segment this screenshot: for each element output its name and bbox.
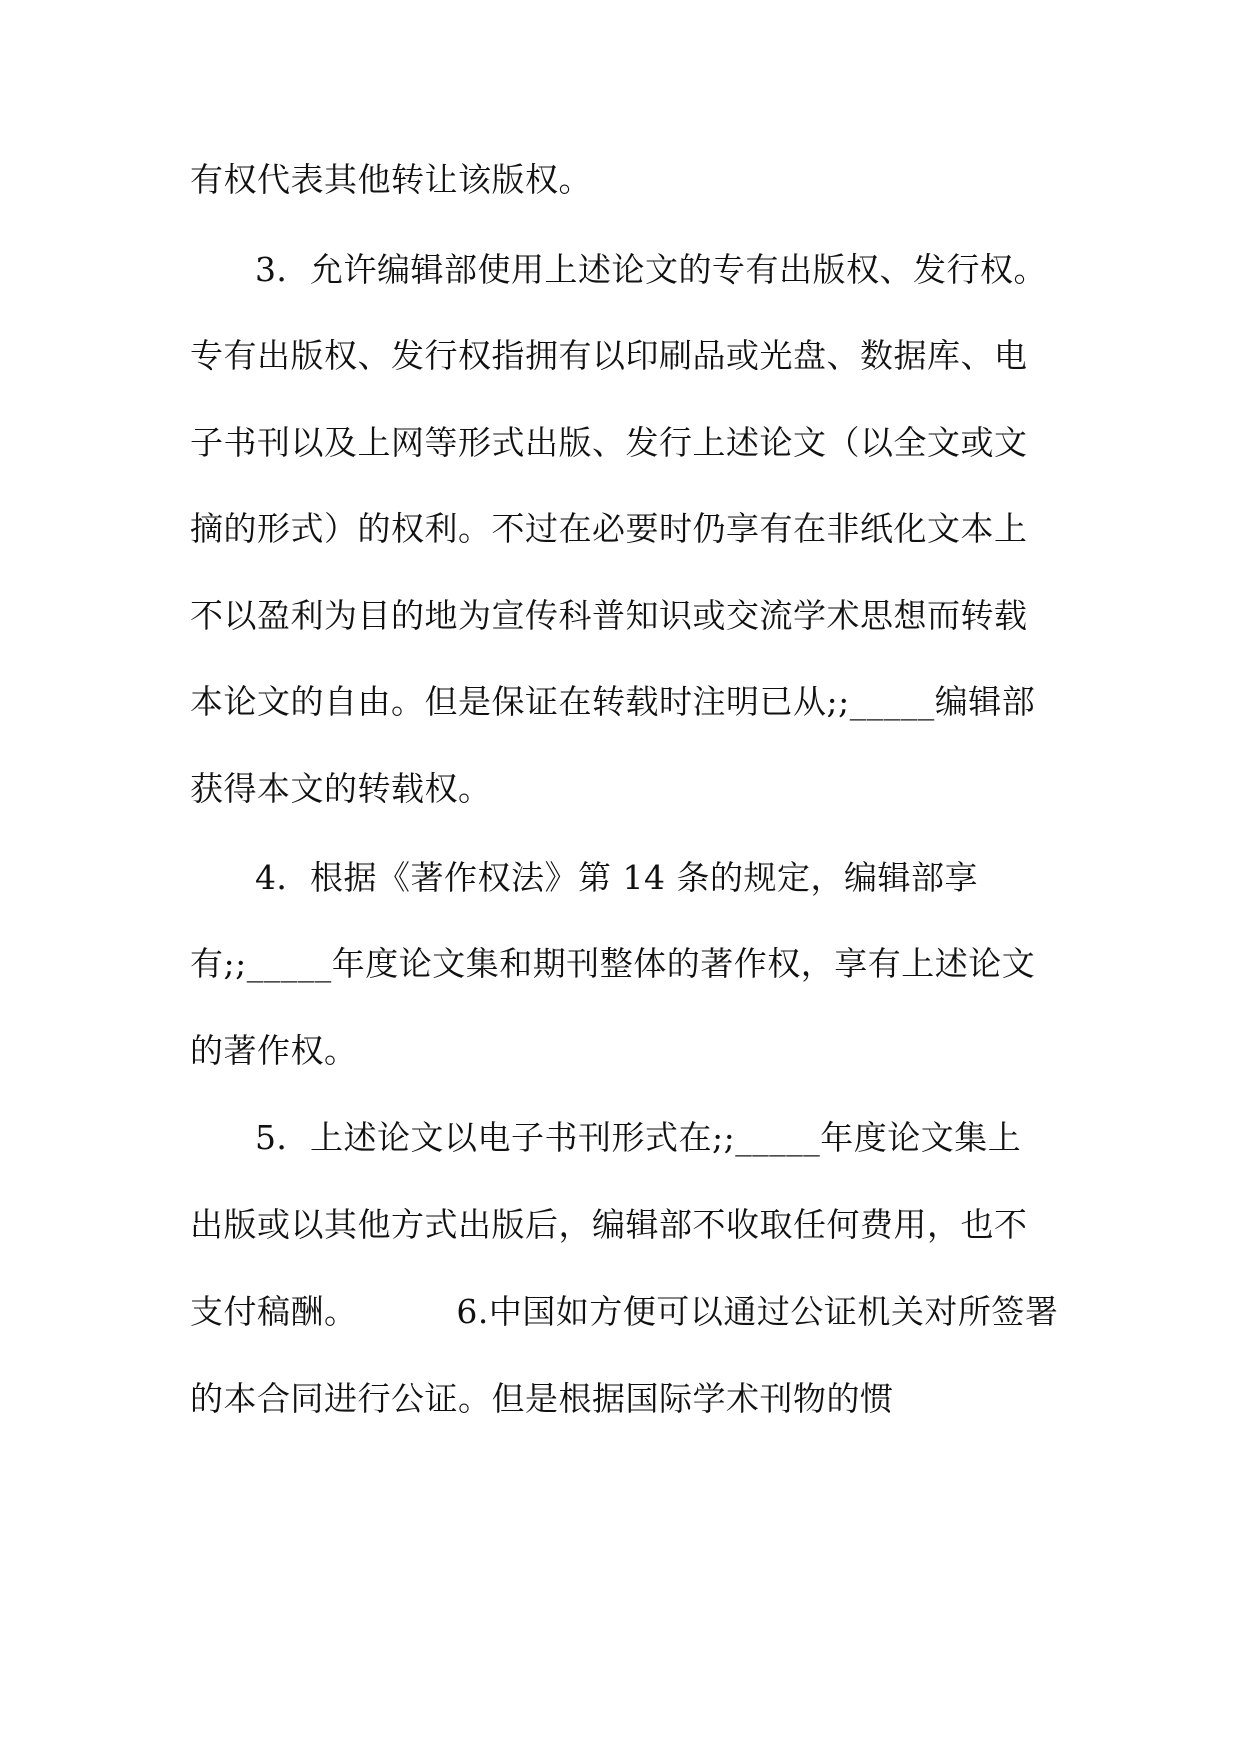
text-line: 有权代表其他转让该版权。	[190, 160, 592, 199]
text-line: 子书刊以及上网等形式出版、发行上述论文（以全文或文	[190, 423, 1028, 462]
text-line: 本论文的自由。但是保证在转载时注明已从;;_____编辑部	[190, 682, 1036, 721]
text-line: 的本合同进行公证。但是根据国际学术刊物的惯	[190, 1379, 894, 1418]
clause-3-line: 3．允许编辑部使用上述论文的专有出版权、发行权。	[255, 250, 1047, 289]
text-line: 获得本文的转载权。	[190, 769, 492, 808]
clause-4-line: 4．根据《著作权法》第 14 条的规定，编辑部享	[255, 858, 978, 897]
text-line: 专有出版权、发行权指拥有以印刷品或光盘、数据库、电	[190, 336, 1028, 375]
text-line: 摘的形式）的权利。不过在必要时仍享有在非纸化文本上	[190, 509, 1028, 548]
text-line: 有;;_____年度论文集和期刊整体的著作权，享有上述论文	[190, 944, 1036, 983]
text-line: 不以盈利为目的地为宣传科普知识或交流学术思想而转载	[190, 596, 1028, 635]
text-line: 出版或以其他方式出版后，编辑部不收取任何费用，也不	[190, 1205, 1028, 1244]
text-line: 的著作权。	[190, 1031, 358, 1070]
clause-6-line: 支付稿酬。 6.中国如方便可以通过公证机关对所签署	[190, 1292, 1059, 1331]
clause-5-line: 5．上述论文以电子书刊形式在;;_____年度论文集上	[255, 1118, 1022, 1157]
